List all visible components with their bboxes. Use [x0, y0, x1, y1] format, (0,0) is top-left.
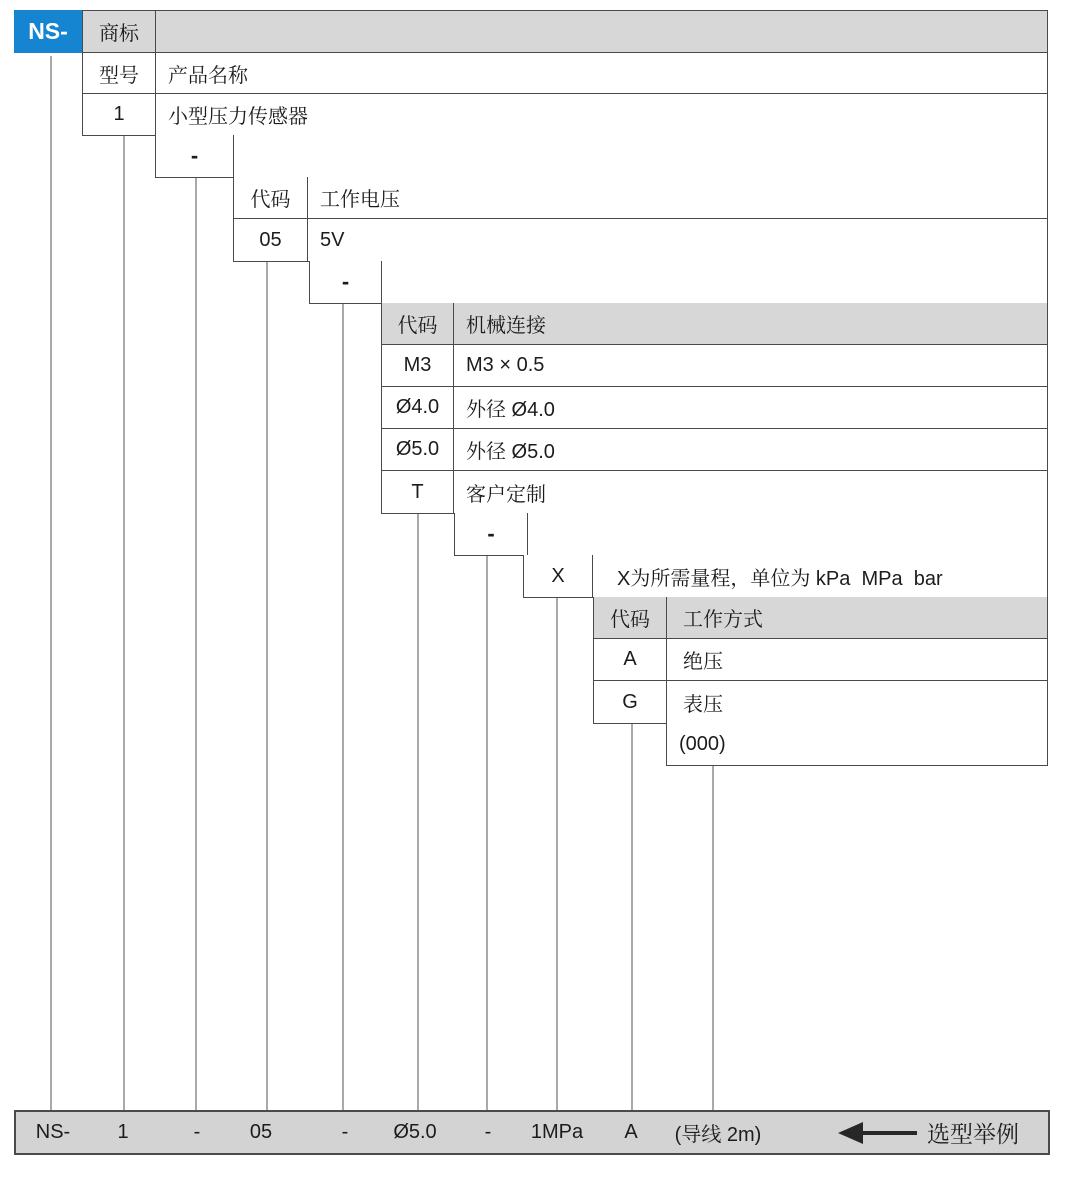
arrow-tail [863, 1131, 917, 1135]
connector-line [556, 597, 558, 1110]
connector-line [712, 766, 714, 1110]
connector-line [417, 513, 419, 1110]
separator-row-1 [155, 135, 1048, 178]
separator-cell-1: - [156, 135, 234, 177]
example-item: 1MPa [530, 1121, 584, 1143]
separator-cell-3: - [455, 513, 528, 555]
model-header-code: 型号 [83, 53, 156, 94]
mech-row-code: M3 [382, 345, 454, 387]
connector-line [342, 303, 344, 1110]
suffix-note-box: (000) [666, 723, 1048, 766]
example-item: NS- [35, 1121, 71, 1143]
example-item: 1 [117, 1121, 129, 1143]
mech-row-code: Ø5.0 [382, 429, 454, 471]
mech-row-name: 客户定制 [466, 483, 546, 506]
mode-header-name: 工作方式 [667, 597, 1047, 639]
model-row-code: 1 [83, 94, 156, 135]
separator-row-3 [454, 513, 1048, 556]
example-item: (导线 2m) [674, 1124, 762, 1146]
mech-header-code: 代码 [382, 303, 454, 345]
mech-row-name: M3 × 0.5 [454, 345, 1047, 387]
range-code: X [524, 555, 593, 597]
separator-cell-2: - [310, 261, 382, 303]
selection-example-pointer [838, 1112, 1019, 1153]
range-row [523, 555, 1048, 598]
mech-header-name: 机械连接 [454, 303, 1047, 345]
voltage-row-code: 05 [234, 219, 308, 261]
mode-row-code: G [594, 681, 667, 723]
brand-prefix-box: NS- [14, 10, 82, 53]
example-item: - [341, 1121, 349, 1143]
connector-line [631, 723, 633, 1110]
example-item: A [624, 1121, 638, 1143]
mech-row-code: Ø4.0 [382, 387, 454, 429]
separator-row-2 [309, 261, 1048, 304]
voltage-table [233, 177, 1048, 262]
example-label: 选型举例 [927, 1121, 1019, 1147]
example-item: 05 [249, 1121, 273, 1143]
voltage-header-name: 工作电压 [308, 177, 1047, 219]
mode-table [593, 597, 1048, 724]
mode-row-code: A [594, 639, 667, 681]
mech-row-name: 外径 Ø5.0 [454, 429, 1047, 471]
model-row-name: 小型压力传感器 [168, 106, 308, 128]
mech-row-code: T [382, 471, 454, 513]
range-description: X为所需量程，单位为 kPa MPa bar [617, 567, 943, 590]
connector-line [195, 177, 197, 1110]
example-row [14, 1110, 1050, 1155]
example-item: Ø5.0 [393, 1121, 437, 1143]
example-item: - [484, 1121, 492, 1143]
connector-line [266, 261, 268, 1110]
voltage-row-name: 5V [320, 228, 345, 251]
voltage-header-code: 代码 [234, 177, 308, 219]
connector-line [50, 56, 52, 1110]
mode-header-code: 代码 [594, 597, 667, 639]
example-item: - [193, 1121, 201, 1143]
trademark-label: 商标 [83, 11, 156, 52]
mech-table [381, 303, 1048, 514]
mode-row-name: 表压 [683, 693, 723, 716]
model-table [82, 53, 1048, 136]
model-header-name: 产品名称 [156, 53, 1047, 94]
connector-line [123, 135, 125, 1110]
mech-row-name: 外径 Ø4.0 [454, 387, 1047, 429]
mode-row-name: 绝压 [667, 639, 1047, 681]
arrow-left-icon [838, 1122, 863, 1144]
connector-line [486, 555, 488, 1110]
trademark-bar [82, 10, 1048, 53]
